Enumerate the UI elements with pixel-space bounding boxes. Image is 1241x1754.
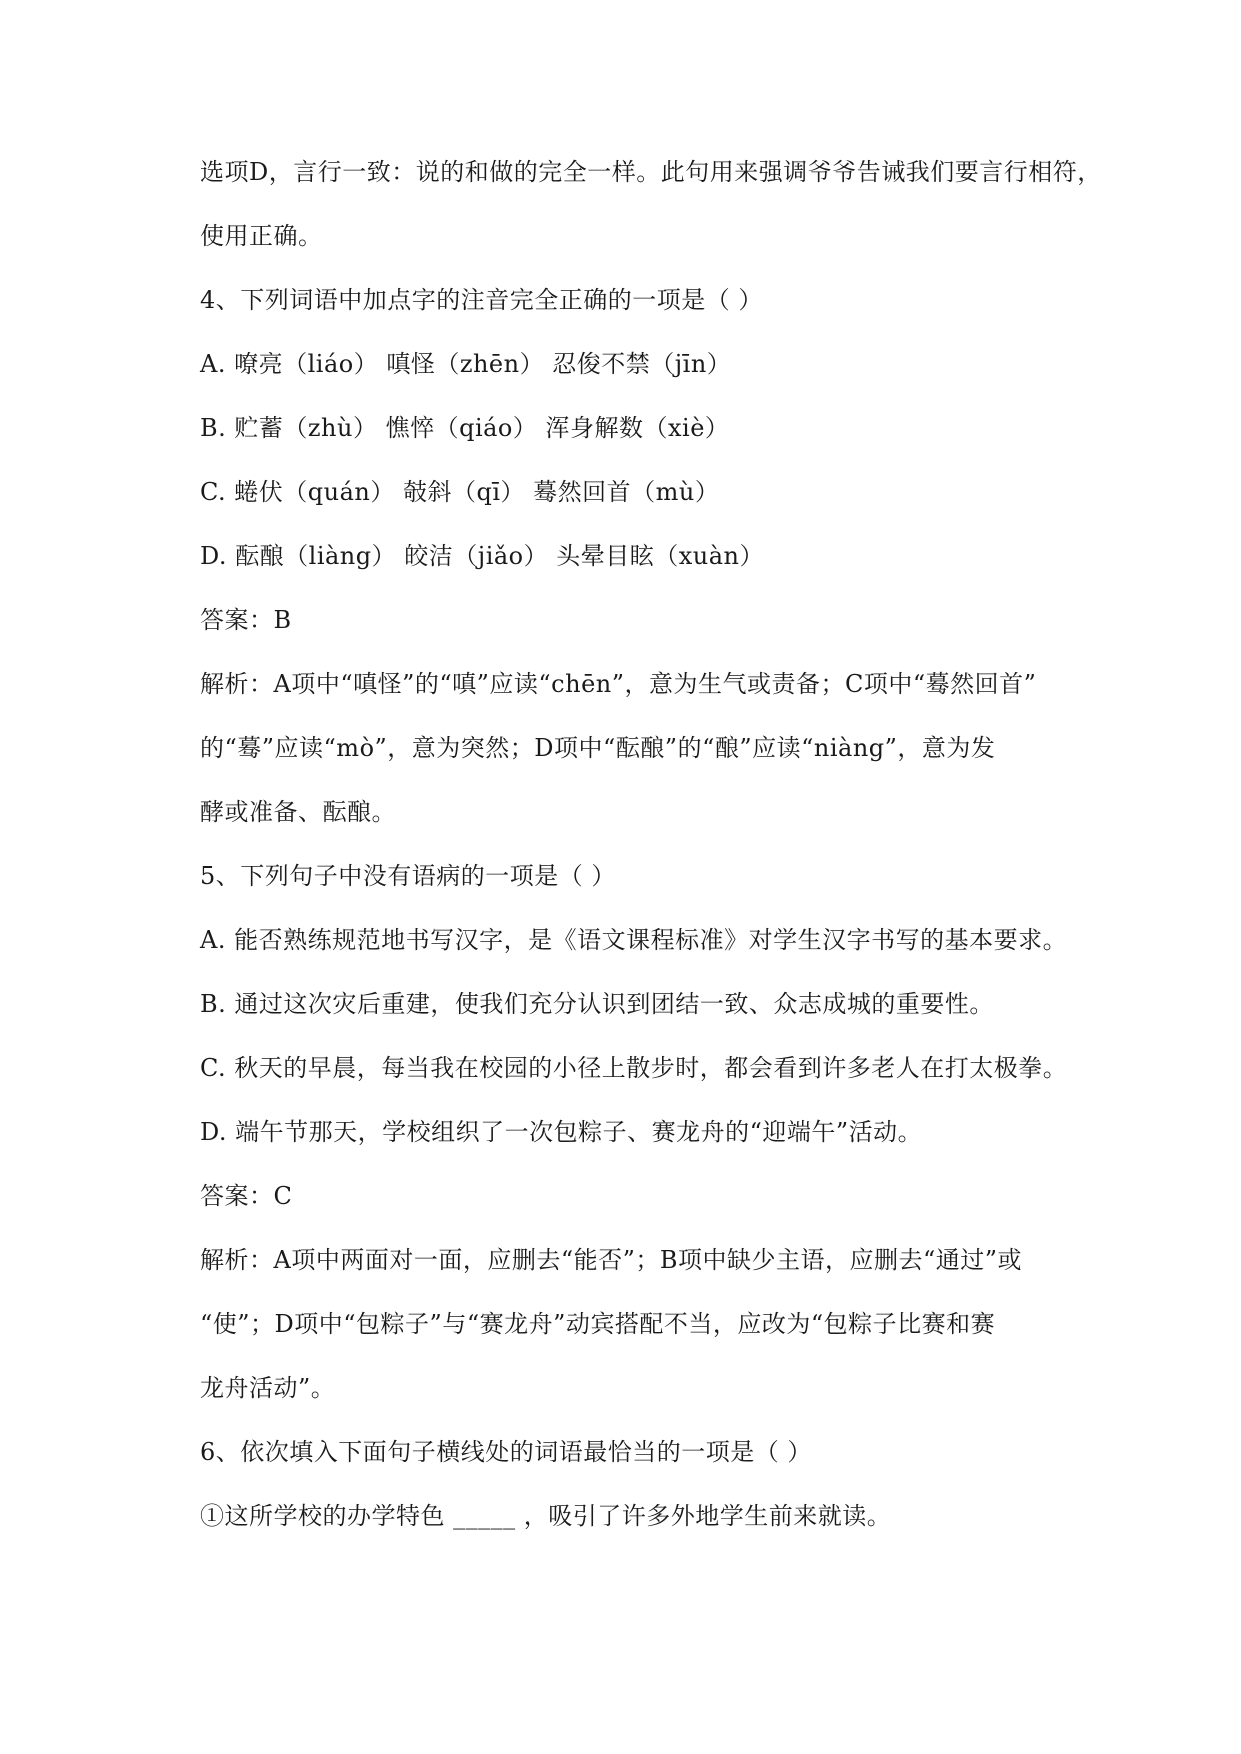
- answer-explanation-line: 选项D，言行一致：说的和做的完全一样。此句用来强调爷爷告诫我们要言行相符，: [200, 158, 1102, 186]
- answer-explanation-line: 使用正确。: [200, 222, 323, 250]
- question-4-option-b: B. 贮蓄（zhù） 憔悴（qiáo） 浑身解数（xiè）: [200, 414, 730, 442]
- question-5-stem: 5、下列句子中没有语病的一项是（ ）: [200, 862, 616, 890]
- question-5-explanation-line: “使”；D项中“包粽子”与“赛龙舟”动宾搭配不当，应改为“包粽子比赛和赛: [200, 1310, 996, 1338]
- question-4-explanation-line: 的“蓦”应读“mò”，意为突然；D项中“酝酿”的“酿”应读“niàng”，意为发: [200, 734, 996, 762]
- question-5-option-b: B. 通过这次灾后重建，使我们充分认识到团结一致、众志成城的重要性。: [200, 990, 994, 1018]
- question-6-stem: 6、依次填入下面句子横线处的词语最恰当的一项是（ ）: [200, 1438, 812, 1466]
- question-4-explanation-line: 酵或准备、酝酿。: [200, 798, 396, 826]
- question-6-sentence-1: ①这所学校的办学特色 _____ ，吸引了许多外地学生前来就读。: [200, 1502, 892, 1530]
- question-5-explanation-line: 解析：A项中两面对一面，应删去“能否”；B项中缺少主语，应删去“通过”或: [200, 1246, 1023, 1274]
- question-5-option-a: A. 能否熟练规范地书写汉字，是《语文课程标准》对学生汉字书写的基本要求。: [200, 926, 1068, 954]
- question-5-answer: 答案：C: [200, 1182, 293, 1210]
- question-4-explanation-line: 解析：A项中“嗔怪”的“嗔”应读“chēn”，意为生气或责备；C项中“蓦然回首”: [200, 670, 1037, 698]
- question-4-option-a: A. 嘹亮（liáo） 嗔怪（zhēn） 忍俊不禁（jīn）: [200, 350, 732, 378]
- question-5-option-c: C. 秋天的早晨，每当我在校园的小径上散步时，都会看到许多老人在打太极拳。: [200, 1054, 1068, 1082]
- question-4-option-d: D. 酝酿（liàng） 皎洁（jiǎo） 头晕目眩（xuàn）: [200, 542, 765, 570]
- question-4-option-c: C. 蜷伏（quán） 攲斜（qī） 蓦然回首（mù）: [200, 478, 720, 506]
- question-5-option-d: D. 端午节那天，学校组织了一次包粽子、赛龙舟的“迎端午”活动。: [200, 1118, 923, 1146]
- question-4-stem: 4、下列词语中加点字的注音完全正确的一项是（ ）: [200, 286, 763, 314]
- document-body: [200, 140, 1102, 1548]
- question-5-explanation-line: 龙舟活动”。: [200, 1374, 336, 1402]
- question-4-answer: 答案：B: [200, 606, 292, 634]
